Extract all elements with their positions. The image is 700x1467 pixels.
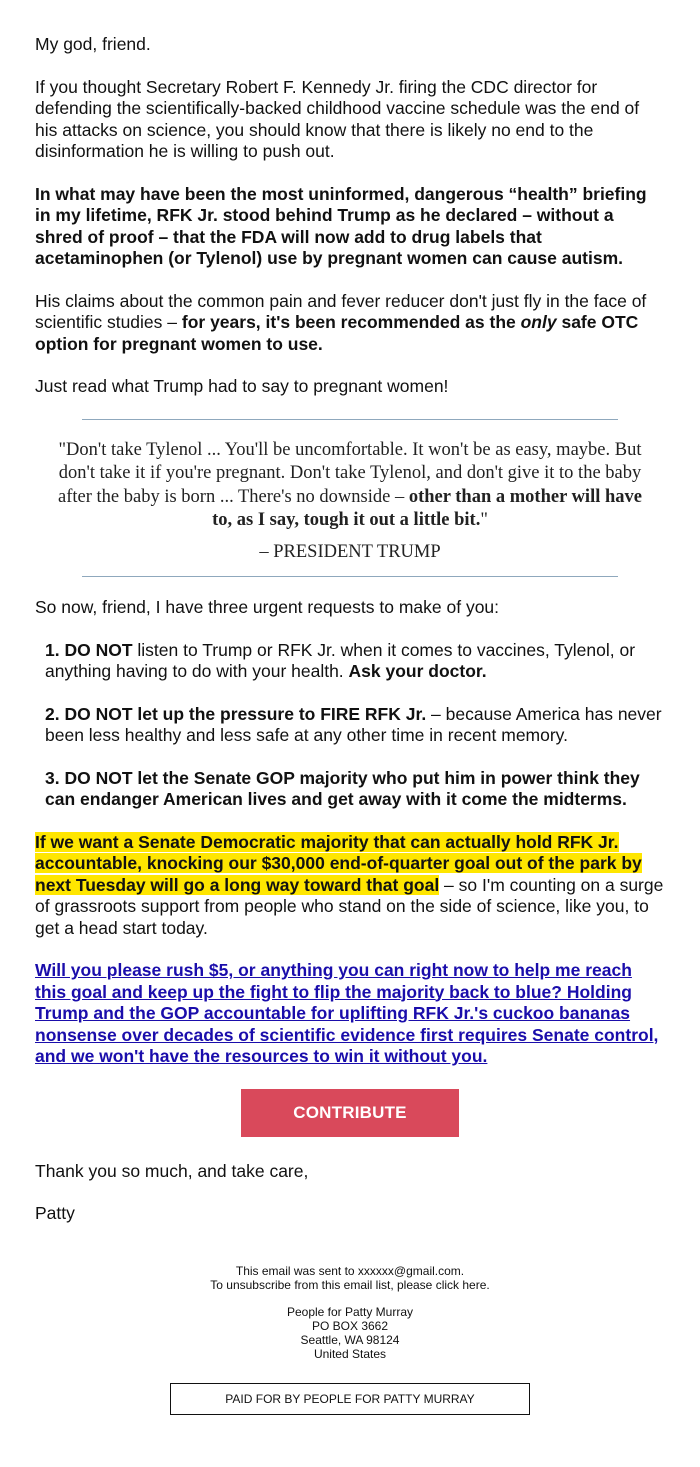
cta-container (35, 1089, 665, 1137)
request-text: listen to Trump or RFK Jr. when it comes to vaccines, Tylenol, or anything having to do with your health. (45, 639, 636, 681)
request-number: 2. (45, 703, 60, 724)
contribute-button[interactable]: CONTRIBUTE (241, 1089, 459, 1137)
request-bold: DO NOT let up the pressure to FIRE RFK Jr. (59, 703, 427, 724)
briefing-text: In what may have been the most uninformed, dangerous “health” briefing in my lifetime, RFK Jr. stood behind Trump as he declared – without a shred of proof – that the FDA will now add to drug labels that acetaminophen (or Tylenol) use by pregnant women can cause autism. (35, 183, 647, 268)
goal-paragraph (35, 832, 665, 940)
requests-list (45, 640, 665, 811)
signoff: Thank you so much, and take care, (35, 1160, 309, 1181)
address-line: United States (313, 1347, 387, 1361)
quote-top-divider (82, 419, 618, 420)
quote-attribution: – PRESIDENT TRUMP (259, 541, 441, 562)
claims-bold-italic: only (520, 312, 557, 332)
request-bold-end: Ask your doctor. (348, 661, 487, 681)
address-line: PO BOX 3662 (311, 1319, 389, 1333)
quote-lead-in: Just read what Trump had to say to pregnant women! (35, 376, 449, 396)
request-text: – because America has never been less healthy and less safe at any other time in recent memory. (45, 703, 662, 745)
request-number: 1. (45, 639, 60, 660)
email-footer (0, 1264, 700, 1415)
request-number: 3. (45, 767, 60, 788)
goal-rest: – so I'm counting on a surge of grassroots support from people who stand on the side of science, like you, to get a head start today. (35, 874, 664, 938)
request-item (45, 640, 665, 683)
request-bold: DO NOT (59, 639, 133, 660)
mailing-address (0, 1305, 700, 1361)
trump-quote (35, 439, 665, 565)
donate-ask-link[interactable]: Will you please rush $5, or anything you can right now to help me reach this goal and keep up the fight to flip the majority back to blue? Holding Trump and the GOP accountable for uplifting RFK Jr.'s cuckoo bananas nonsense over decades of scientific evidence first requires Senate control, and we won't have the resources to win it without you. (35, 960, 659, 1066)
request-item (45, 704, 665, 747)
request-bold: DO NOT let the Senate GOP majority who put him in power think they can endanger American lives and get away with it come the midterms. (45, 767, 640, 809)
claims-bold-a: for years, it's been recommended as the (181, 312, 521, 332)
claims-bold-b: safe OTC option for pregnant women to use. (35, 312, 639, 354)
goal-highlight: If we want a Senate Democratic majority that can actually hold RFK Jr. accountable, knocking our $30,000 end-of-quarter goal out of the park by next Tuesday will go a long way toward that goal (35, 831, 642, 895)
address-line: People for Patty Murray (286, 1305, 414, 1319)
intro-paragraph: If you thought Secretary Robert F. Kennedy Jr. firing the CDC director for defending the scientifically-backed childhood vaccine schedule was the end of his attacks on science, you should know that there is likely no end to the disinformation he is willing to push out. (35, 76, 640, 161)
quote-bold: other than a mother will have to, as I say, tough it out a little bit. (212, 486, 642, 530)
sent-to-notice: This email was sent to xxxxxx@gmail.com. (235, 1264, 465, 1278)
quote-plain: "Don't take Tylenol ... You'll be uncomfortable. It won't be as easy, maybe. But don't take it if you're pregnant. Don't take Tylenol, and don't give it to the baby after the baby is born ... There's no downside – (58, 439, 642, 507)
requests-intro: So now, friend, I have three urgent requests to make of you: (35, 597, 500, 617)
greeting: My god, friend. (35, 34, 151, 54)
claims-plain: His claims about the common pain and fever reducer don't just fly in the face of scientific studies – (35, 290, 647, 332)
email-content (35, 34, 665, 1246)
address-line: Seattle, WA 98124 (300, 1333, 400, 1347)
unsubscribe-link[interactable]: To unsubscribe from this email list, please click here. (210, 1278, 490, 1292)
quote-bottom-divider (82, 576, 618, 577)
paid-for-disclaimer: PAID FOR BY PEOPLE FOR PATTY MURRAY (170, 1383, 530, 1415)
request-item (45, 768, 665, 811)
claims-paragraph (35, 291, 665, 356)
signature: Patty (35, 1203, 75, 1223)
quote-end: " (480, 510, 488, 530)
quote-text (55, 439, 645, 533)
briefing-paragraph (35, 184, 665, 270)
